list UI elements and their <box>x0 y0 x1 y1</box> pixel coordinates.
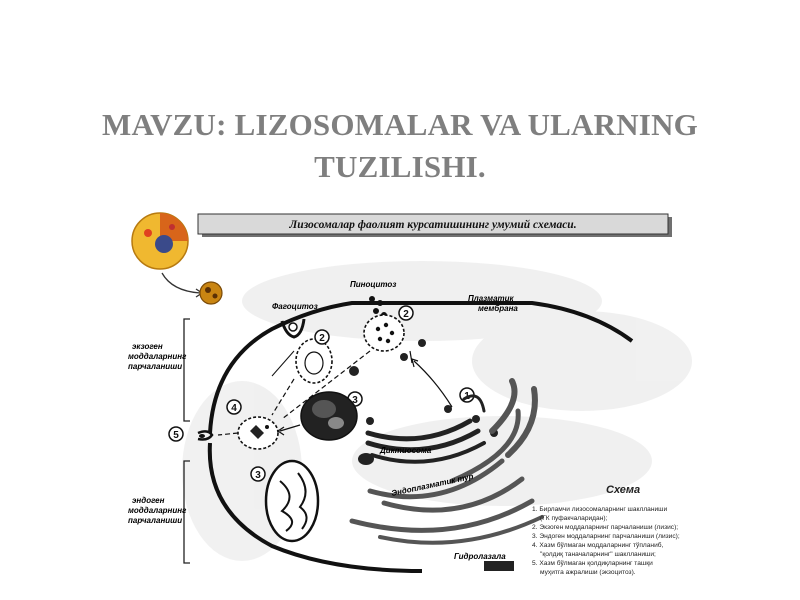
lysosome-diagram <box>122 211 706 578</box>
legend-line-2: (ГК пуфакчаларидан); <box>540 515 608 522</box>
title-line-1: MAVZU: LIZOSOMALAR VA ULARNING <box>102 107 698 142</box>
svg-text:4: 4 <box>231 403 237 414</box>
label-plasma-membrane-2: мембрана <box>478 304 518 313</box>
label-exogenous-1: экзоген <box>132 342 163 351</box>
svg-text:3: 3 <box>352 395 358 406</box>
step-badge-3-lower <box>251 467 265 481</box>
label-pinocytosis: Пиноцитоз <box>350 280 397 289</box>
legend-line-3: 2. Экзоген моддаларнинг парчаланиши (лизис); <box>532 524 679 531</box>
label-hydrolase: Гидролазала <box>454 552 506 561</box>
title-line-2: TUZILISHI. <box>314 149 486 184</box>
step-badge-4 <box>227 400 241 414</box>
svg-text:3: 3 <box>255 470 261 481</box>
legend-title: Схема <box>606 484 641 496</box>
label-endogenous-1: эндоген <box>132 496 165 505</box>
svg-text:5: 5 <box>173 430 179 441</box>
label-endogenous-2: моддаларнинг <box>128 506 187 515</box>
step-badge-5 <box>169 427 183 441</box>
label-er: Эндоплазматик тур <box>390 471 475 498</box>
svg-text:2: 2 <box>403 309 409 320</box>
label-phagocytosis: Фагоцитоз <box>272 302 318 311</box>
banner-text: Лизосомалар фаолият курсатишининг умумий схемаси. <box>289 219 577 231</box>
legend-line-6: "қолдиқ таначаларнинг" шаклланиши; <box>540 551 656 558</box>
label-dictyosome: Диктиосома <box>380 446 432 455</box>
hydrolase-swatch <box>484 561 514 571</box>
legend-line-4: 3. Эндоген моддаларнинг парчаланиши (лизис); <box>532 533 680 540</box>
legend-line-1: 1. Бирламчи лизосомаларнинг шаклланиши <box>532 506 668 513</box>
legend-line-5: 4. Хазм бўлмаган моддаларнинг тўпланиб, <box>532 542 664 549</box>
slide-title <box>40 104 760 188</box>
label-plasma-membrane-1: Плазматик <box>468 294 514 303</box>
label-endogenous-3: парчаланиши <box>128 516 183 525</box>
label-exogenous-3: парчаланиши <box>128 362 183 371</box>
legend-line-8: муҳитга ажралиши (экзоцитоз). <box>540 569 636 576</box>
mitochondrion-vacuole <box>266 461 318 541</box>
svg-text:2: 2 <box>319 333 325 344</box>
step-badge-2-left <box>315 330 329 344</box>
pinosome <box>364 315 404 351</box>
step-badge-2-right <box>399 306 413 320</box>
label-exogenous-2: моддаларнинг <box>128 352 187 361</box>
svg-text:1: 1 <box>464 391 470 402</box>
legend-line-7: 5. Хазм бўлмаган қолдиқларнинг ташқи <box>532 560 653 567</box>
